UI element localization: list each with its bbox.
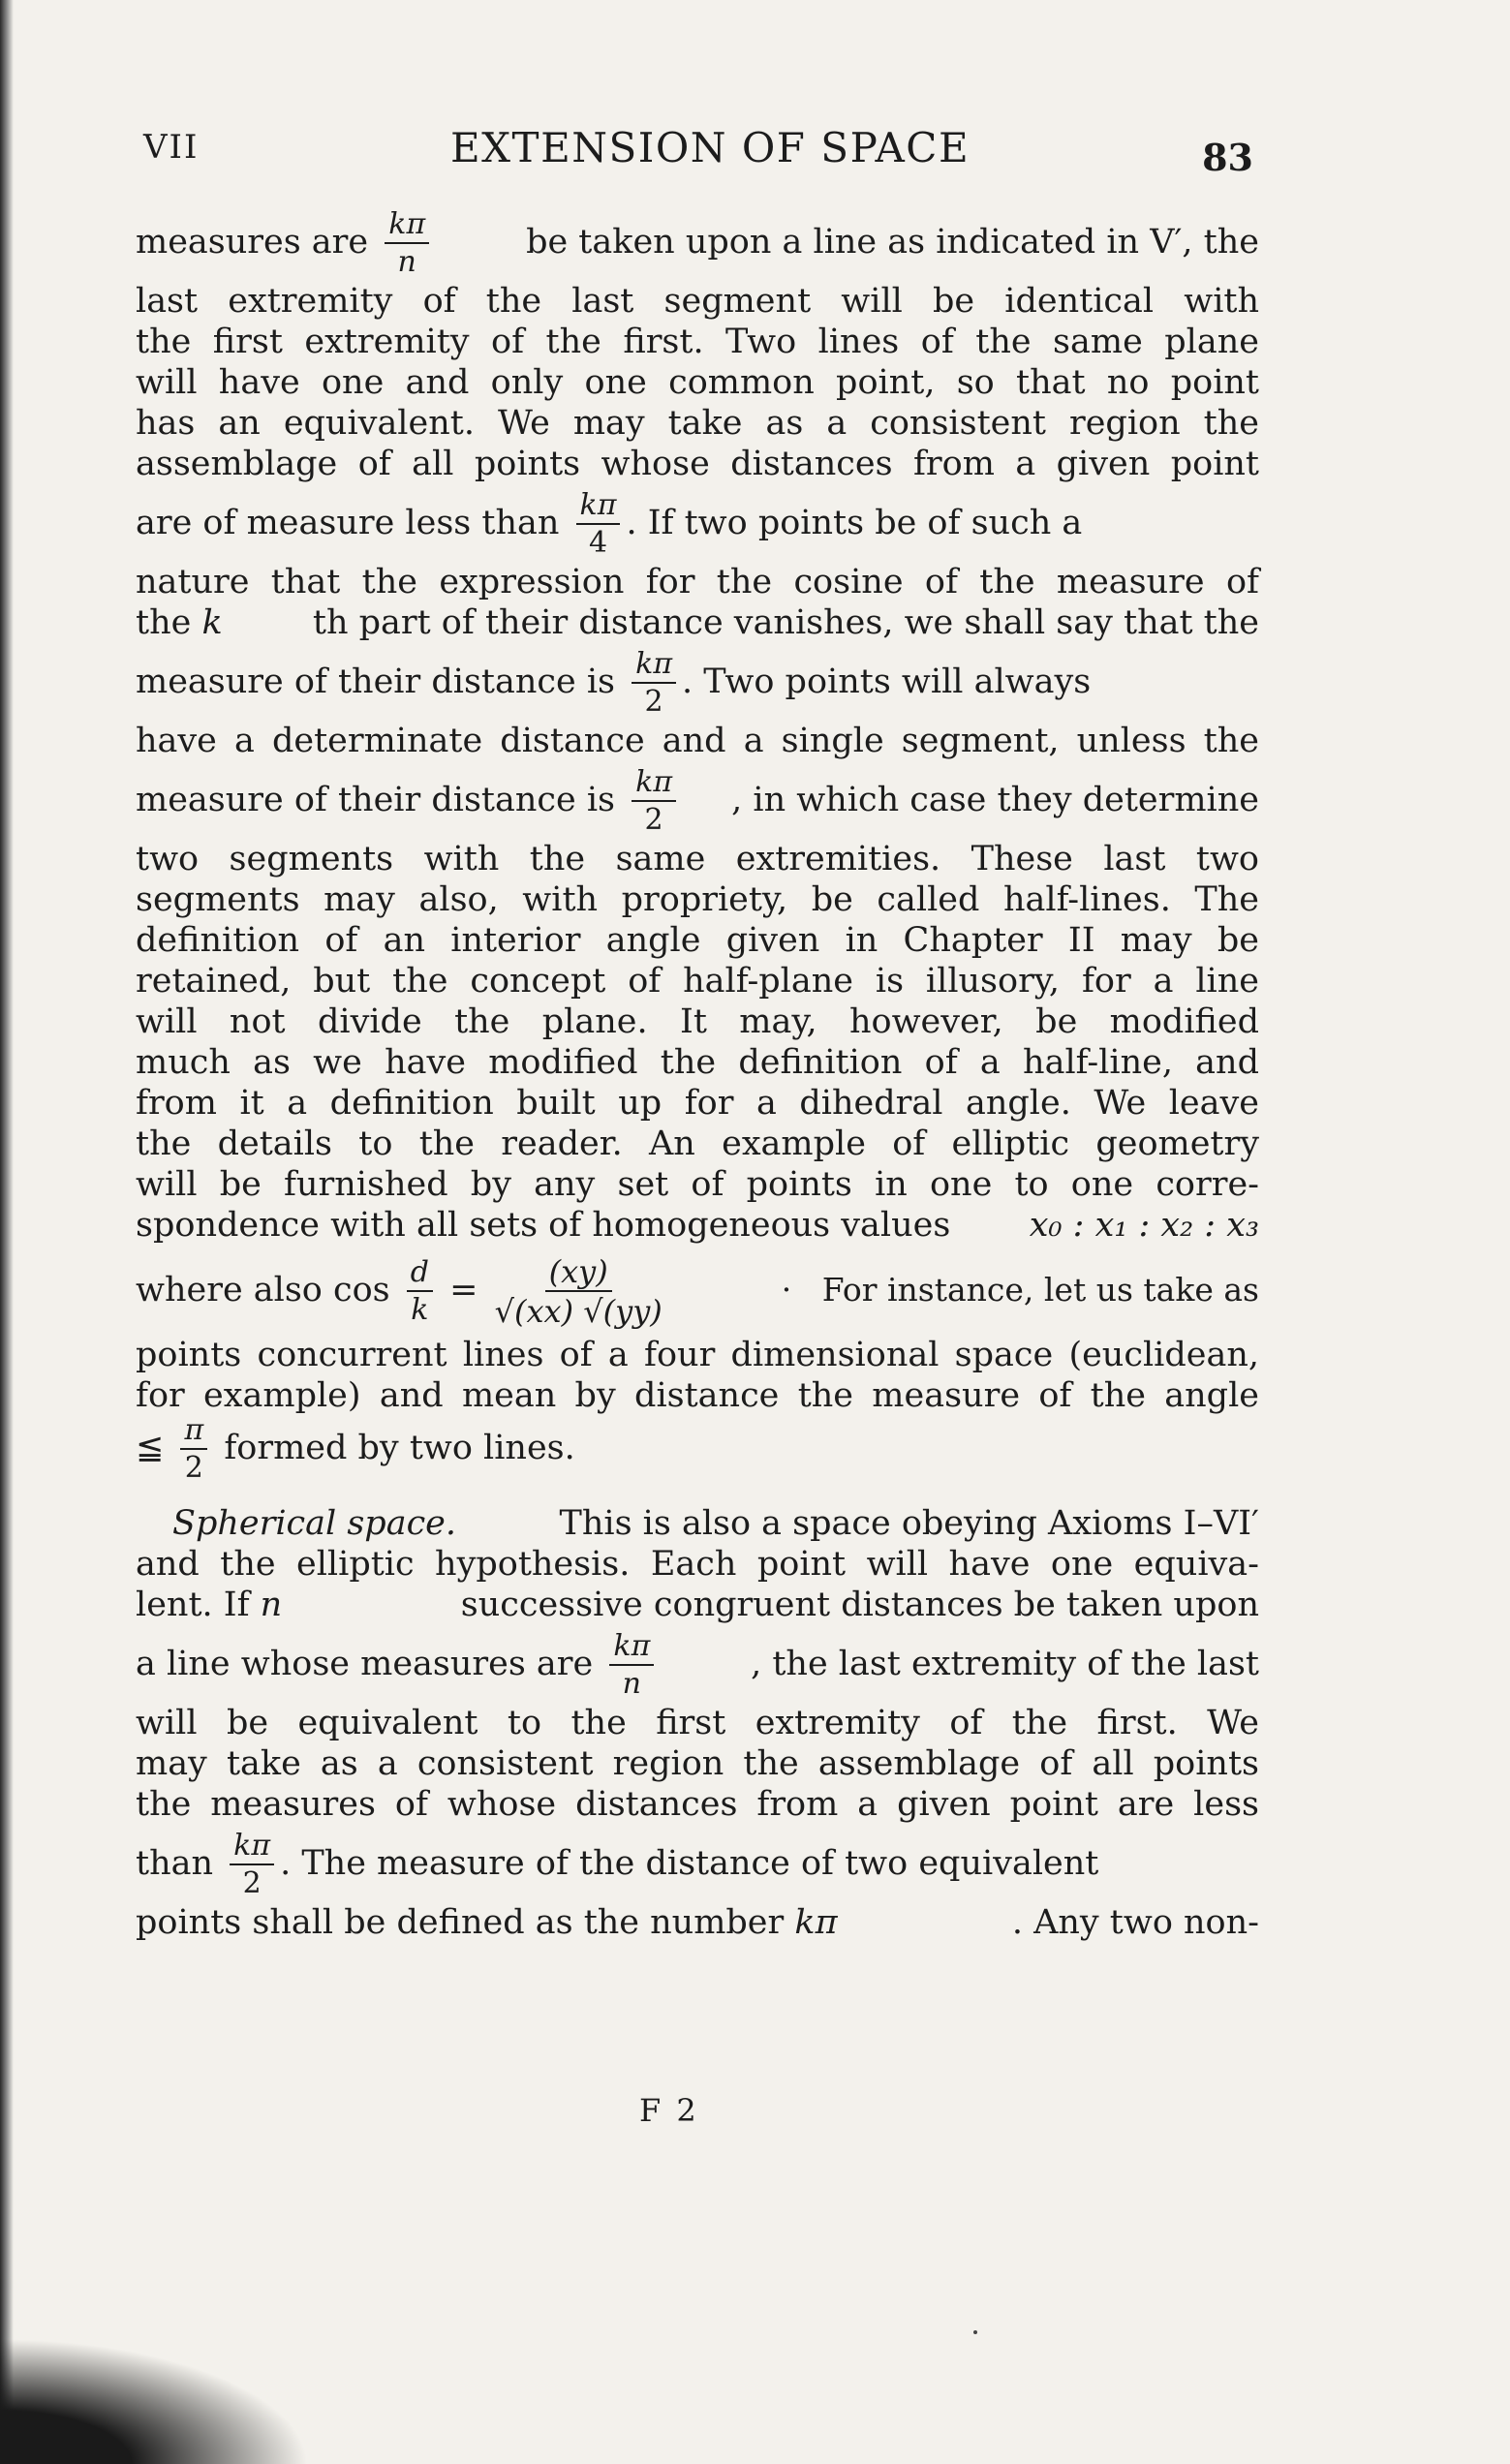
text-line: points concurrent lines of a four dimensional space (euclidean, bbox=[136, 1336, 1259, 1374]
text-line: ≦ $\frac{\pi}{2}$ formed by two lines. bbox=[136, 1413, 575, 1485]
text-line: measure of their distance is $\frac{k\pi}{2}$ , in which case they determine bbox=[136, 765, 1259, 837]
chapter-number: VII bbox=[143, 128, 200, 167]
text-line: will have one and only one common point, so that no point bbox=[136, 363, 1259, 402]
text-line: lent. If n successive congruent distances be taken upon bbox=[136, 1586, 1259, 1624]
text-line: Spherical space. This is also a space obeying Axioms I–VI′ bbox=[136, 1503, 1259, 1544]
section-heading-spherical-space: Spherical space. bbox=[172, 1504, 457, 1543]
page-number: 83 bbox=[1202, 136, 1253, 179]
running-title: EXTENSION OF SPACE bbox=[450, 124, 971, 171]
text-line: the details to the reader. An example of elliptic geometry bbox=[136, 1124, 1259, 1163]
body-text bbox=[136, 203, 1259, 1943]
fraction-k-pi-over-2: $\frac{k\pi}{2}$ bbox=[632, 768, 676, 835]
fraction-k-pi-over-2: $\frac{k\pi}{2}$ bbox=[632, 650, 676, 717]
fraction-k-pi-over-2: $\frac{k\pi}{2}$ bbox=[230, 1832, 274, 1898]
text-line: will be equivalent to the first extremity of the first. We bbox=[136, 1704, 1259, 1742]
text-line: points shall be defined as the number kπ . Any two non- bbox=[136, 1903, 1259, 1942]
homogeneous-coordinates: x₀ : x₁ : x₂ : x₃ bbox=[1029, 1206, 1259, 1245]
text-line: nature that the expression for the cosine of the measure of bbox=[136, 563, 1259, 601]
text-line: assemblage of all points whose distances from a given point bbox=[136, 445, 1259, 483]
fraction-cosine-formula: $\frac{(xy)}{√(xx) √(yy)}$ bbox=[494, 1253, 663, 1330]
text-line: measures are $\frac{k\pi}{n}$ be taken upon a line as indicated in V′, the bbox=[136, 207, 1259, 279]
text-line: two segments with the same extremities. These last two bbox=[136, 840, 1259, 878]
text-line: measure of their distance is $\frac{k\pi}{2}$ . Two points will always bbox=[136, 647, 1092, 719]
text-line: the measures of whose distances from a given point are less bbox=[136, 1785, 1259, 1824]
fraction-k-pi-over-n: $\frac{k\pi}{n}$ bbox=[609, 1632, 654, 1699]
text-line: where also cos $\frac{d}{k}$ = $\frac{(xy)}{√(xx) √(yy)}$ · For instance, let us take as bbox=[136, 1253, 1259, 1330]
fraction-d-over-k: $\frac{d}{k}$ bbox=[407, 1258, 433, 1325]
signature-mark: F 2 bbox=[639, 2092, 699, 2129]
text-line: may take as a consistent region the assemblage of all points bbox=[136, 1744, 1259, 1783]
text-line: than $\frac{k\pi}{2}$ . The measure of the distance of two equivalent bbox=[136, 1829, 1099, 1900]
text-line: for example) and mean by distance the measure of the angle bbox=[136, 1376, 1259, 1415]
text-line: much as we have modified the definition of a half-line, and bbox=[136, 1043, 1259, 1082]
text-line: have a determinate distance and a single segment, unless the bbox=[136, 722, 1259, 760]
binding-shadow-bottom bbox=[0, 2338, 310, 2464]
binding-shadow-left bbox=[0, 0, 14, 2464]
running-header bbox=[136, 124, 1259, 182]
text-line: definition of an interior angle given in Chapter II may be bbox=[136, 921, 1259, 960]
text-line: a line whose measures are $\frac{k\pi}{n}$ , the last extremity of the last bbox=[136, 1629, 1259, 1701]
text-line: are of measure less than $\frac{k\pi}{4}$ . If two points be of such a bbox=[136, 488, 1083, 560]
fraction-pi-over-2: $\frac{\pi}{2}$ bbox=[180, 1416, 207, 1483]
text-line: retained, but the concept of half-plane is illusory, for a line bbox=[136, 962, 1259, 1001]
fraction-k-pi-over-n: $\frac{k\pi}{n}$ bbox=[385, 210, 429, 277]
text-line: from it a definition built up for a dihedral angle. We leave bbox=[136, 1084, 1259, 1123]
ink-speck bbox=[973, 2330, 977, 2334]
text-line: the first extremity of the first. Two lines of the same plane bbox=[136, 323, 1259, 361]
fraction-k-pi-over-4: $\frac{k\pi}{4}$ bbox=[576, 491, 621, 558]
text-line: segments may also, with propriety, be called half-lines. The bbox=[136, 880, 1259, 919]
text-line: and the elliptic hypothesis. Each point will have one equiva- bbox=[136, 1545, 1259, 1584]
text-line: the k th part of their distance vanishes, we shall say that the bbox=[136, 603, 1259, 642]
text-line: will not divide the plane. It may, however, be modified bbox=[136, 1002, 1259, 1041]
text-line: spondence with all sets of homogeneous values x₀ : x₁ : x₂ : x₃ bbox=[136, 1206, 1259, 1245]
text-line: last extremity of the last segment will be identical with bbox=[136, 282, 1259, 321]
text-line: has an equivalent. We may take as a consistent region the bbox=[136, 404, 1259, 443]
text-line: will be furnished by any set of points in one to one corre- bbox=[136, 1165, 1259, 1204]
